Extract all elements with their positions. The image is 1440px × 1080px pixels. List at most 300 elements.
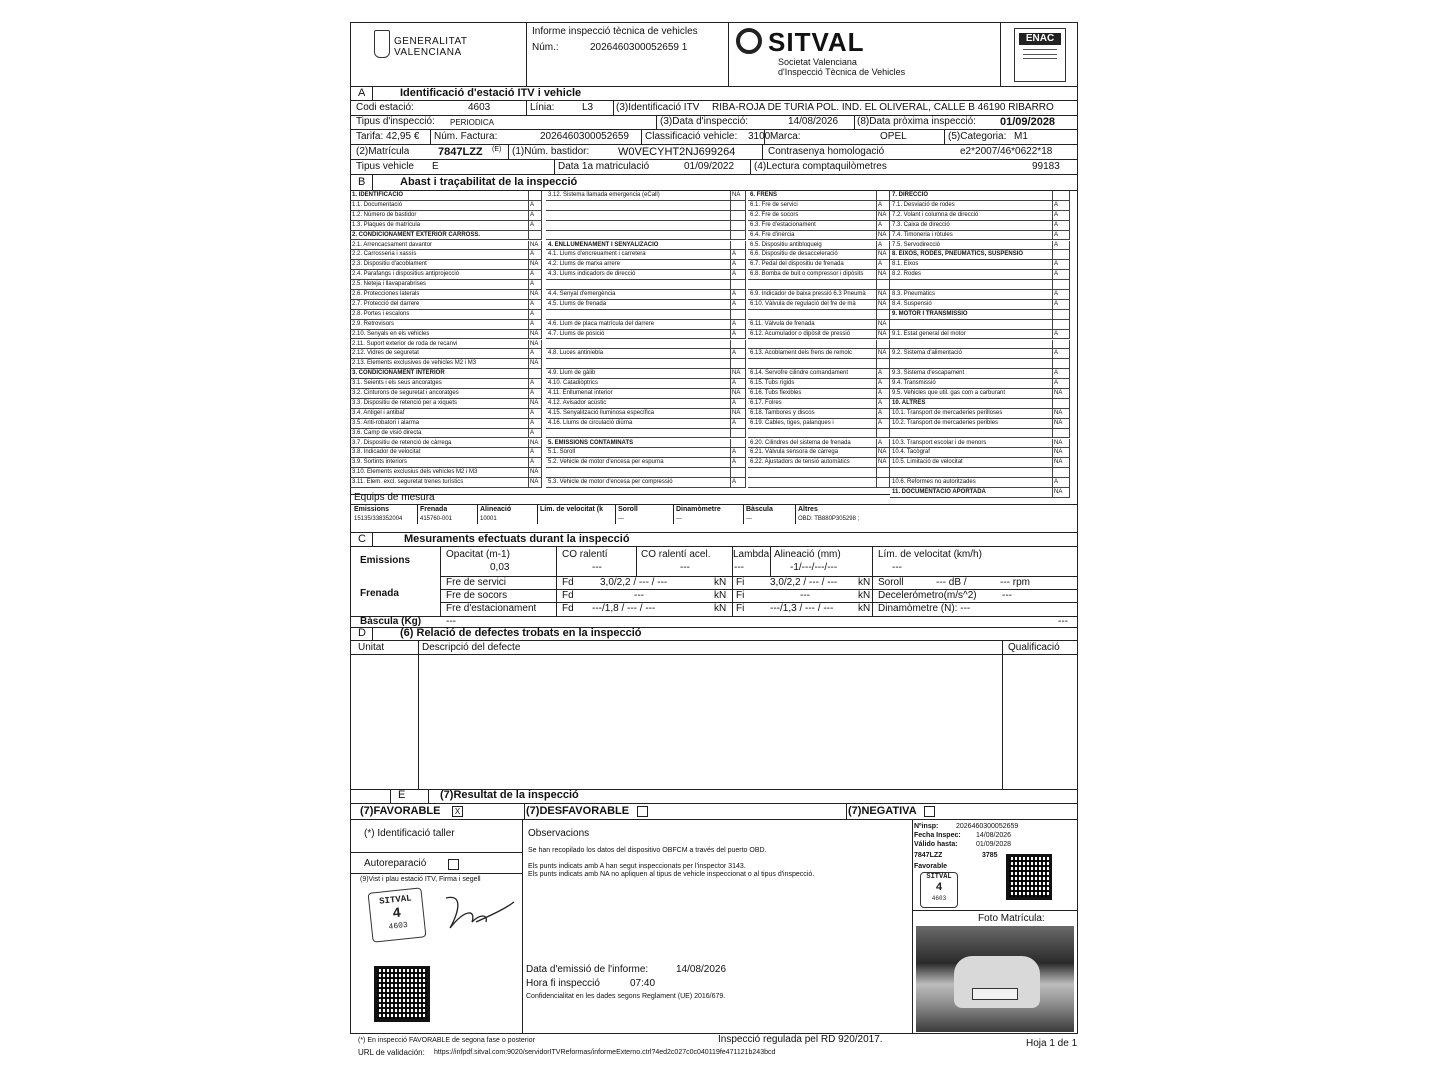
itv-value: RIBA-ROJA DE TÚRIA POL. IND. EL OLIVERAL, CALLE B 46190 RIBARRO <box>712 102 1054 113</box>
foto-label: Foto Matrícula: <box>978 913 1045 924</box>
sticker-favorable: Favorable <box>914 863 948 870</box>
scope-item-result: NA <box>876 250 890 260</box>
sticker-stamp-number: 4 <box>935 882 943 894</box>
scope-item-result: A <box>730 458 746 468</box>
sticker-ninsp-label: Nºinsp: <box>914 823 939 830</box>
scope-item-result: A <box>730 478 746 488</box>
linia-value: L3 <box>582 102 594 113</box>
scope-item-label: 3.1. Seients i els seus ancoratges <box>350 379 528 389</box>
validation-qr-code-icon <box>374 966 430 1022</box>
scope-item-result <box>1052 359 1070 369</box>
scope-item-label <box>546 340 730 350</box>
scope-item-result: NA <box>528 478 542 488</box>
scope-item-result <box>730 211 746 221</box>
socors-label: Fre de socors <box>446 590 508 601</box>
scope-item-result: NA <box>730 389 746 399</box>
report-num-value: 2026460300052659 1 <box>590 42 688 53</box>
scope-item-result: A <box>528 310 542 320</box>
scope-item-result: NA <box>528 241 542 251</box>
linia-label: Línia: <box>530 102 555 113</box>
scope-item-label <box>748 429 876 439</box>
sticker-ninsp: 2026460300052659 <box>956 823 1019 830</box>
scope-item-result: A <box>1052 290 1070 300</box>
scope-item-label: 7.4. Timoneria i ròtules <box>890 231 1052 241</box>
dinamo-label: Dinamòmetre (N): --- <box>878 603 971 614</box>
scope-item-result: NA <box>1052 448 1070 458</box>
scope-item-label: 6.2. Fre de socors <box>748 211 876 221</box>
scope-item-result: NA <box>876 231 890 241</box>
estac-fi-label: Fi <box>736 603 745 614</box>
observacion-1: Se han recopilado los datos del dispositivo OBFCM a través del puerto OBD. <box>528 847 767 854</box>
sticker-stamp <box>920 872 958 908</box>
scope-item-result: NA <box>528 290 542 300</box>
equip-header: Altres <box>798 506 818 513</box>
scope-item-label: 3.10. Elements exclusius dels vehicles M2 i M3 <box>350 468 528 478</box>
stamp-name: SITVAL <box>378 893 413 907</box>
scope-item-result: A <box>528 221 542 231</box>
scope-item-label: 5. EMISSIONS CONTAMINATS <box>546 439 730 449</box>
classif-label: Classificació vehicle: <box>645 131 738 142</box>
scope-item-label: 6.20. Cilindres del sistema de frenada <box>748 439 876 449</box>
scope-item-label: 2.12. Vidres de seguretat <box>350 349 528 359</box>
section-d-title: (6) Relació de defectes trobats en la inspecció <box>400 627 642 639</box>
section-b-letter: B <box>358 176 366 188</box>
scope-item-label <box>890 340 1052 350</box>
scope-item-label: 1.2. Número de bastidor <box>350 211 528 221</box>
scope-item-label: 4.9. Llum de gàlib <box>546 369 730 379</box>
scope-item-result: A <box>528 201 542 211</box>
opacitat-value: 0,03 <box>490 562 510 573</box>
classif-value: 3100 <box>748 131 771 142</box>
equip-value: 15135/338352004 <box>354 516 403 522</box>
socors-fd-value: --- <box>634 590 644 601</box>
scope-item-result <box>730 340 746 350</box>
scope-item-result <box>1052 250 1070 260</box>
alin-label: Alineació (mm) <box>774 549 841 560</box>
scope-item-label: 2.11. Suport exterior de roda de recanvi <box>350 340 528 350</box>
scope-item-result: A <box>730 419 746 429</box>
scope-item-result: A <box>730 260 746 270</box>
observacion-2: Els punts indicats amb A han segut inspeccionats per l'inspector 3143. <box>528 863 746 870</box>
tipusveh-value: E <box>432 161 439 172</box>
scope-item-result: A <box>1052 369 1070 379</box>
scope-item-result: A <box>876 439 890 449</box>
scope-item-result <box>1052 191 1070 201</box>
frenada-label: Frenada <box>360 588 399 599</box>
section-c-title: Mesuraments efectuats durant la inspecció <box>404 533 630 545</box>
scope-item-result: A <box>730 320 746 330</box>
scope-item-label: 1.1. Documentació <box>350 201 528 211</box>
scope-item-label: 3.8. Indicador de velocitat <box>350 448 528 458</box>
scope-item-label: 10.5. Limitació de velocitat <box>890 458 1052 468</box>
scope-item-result: A <box>1052 201 1070 211</box>
socors-fi-unit: kN <box>858 590 871 601</box>
equip-value: OBD: TB880P305298 ; <box>798 516 860 522</box>
scope-item-label: 6.19. Cables, tiges, palanques i <box>748 419 876 429</box>
scope-item-label: 5.1. Soroll <box>546 448 730 458</box>
scope-item-label: 6.18. Tambores y discos <box>748 409 876 419</box>
alin-value: -1/---/---/--- <box>790 562 838 573</box>
scope-item-result: A <box>528 429 542 439</box>
servici-fd-value: 3,0/2,2 / --- / --- <box>600 577 668 588</box>
hora-label: Hora fi inspecció <box>526 978 600 989</box>
sticker-code: 3785 <box>982 852 998 859</box>
itv-sticker <box>914 820 1076 910</box>
scope-item-result: NA <box>528 439 542 449</box>
scope-item-label: 6.21. Vàlvula sensora de càrrega <box>748 448 876 458</box>
codi-label: Codi estació: <box>356 102 414 113</box>
footer-url[interactable]: https://infpdf.sitval.com:9020/servidorITVReformas/informeExterno.ctrl?4ed2c027c0c040119fe471121b243bcd <box>434 1049 776 1056</box>
scope-item-result: A <box>1052 221 1070 231</box>
scope-item-label <box>748 359 876 369</box>
equip-value: 10001 <box>480 516 497 522</box>
homolog-value: e2*2007/46*0622*18 <box>960 146 1053 157</box>
scope-item-result <box>1052 340 1070 350</box>
factura-value: 2026460300052659 <box>540 131 629 142</box>
scope-item-label <box>546 211 730 221</box>
homolog-label: Contrasenya homologació <box>768 146 885 157</box>
data-insp-label: (3)Data d'inspecció: <box>660 116 749 127</box>
equip-value: --- <box>676 516 682 522</box>
categoria-label: (5)Categoria: <box>948 131 1007 142</box>
scope-item-result: NA <box>1052 419 1070 429</box>
scope-item-label: 6.3. Fre d'estacionament <box>748 221 876 231</box>
equip-header: Emissions <box>354 506 390 513</box>
scope-item-result: A <box>1052 349 1070 359</box>
scope-item-label <box>748 310 876 320</box>
scope-item-label: 10.1. Transport de mercaderies perilloses <box>890 409 1052 419</box>
scope-item-result: A <box>730 379 746 389</box>
scope-item-result: A <box>528 458 542 468</box>
scope-item-label: 6.8. Bomba de buit o compressor i dipòsits <box>748 270 876 280</box>
scope-item-result: A <box>876 221 890 231</box>
scope-item-label: 6.16. Tubs flexibles <box>748 389 876 399</box>
scope-item-label: 9.1. Estat general del motor <box>890 330 1052 340</box>
scope-item-label: 4.16. Llums de circulació diürna <box>546 419 730 429</box>
section-e-title: (7)Resultat de la inspecció <box>440 789 579 801</box>
scope-item-label: 9.3. Sistema d'escapament <box>890 369 1052 379</box>
scope-item-label: 4.15. Senyalització lluminosa específica <box>546 409 730 419</box>
bascula-right: --- <box>1058 616 1068 627</box>
data-insp-value: 14/08/2026 <box>788 116 839 127</box>
favorable-checkbox[interactable]: X <box>452 806 463 817</box>
scope-item-result <box>876 310 890 320</box>
scope-item-label: 6. FRENS <box>748 191 876 201</box>
scope-item-result: NA <box>876 320 890 330</box>
generalitat-crest-icon <box>374 30 390 58</box>
scope-item-result: A <box>730 330 746 340</box>
scope-item-label <box>546 359 730 369</box>
scope-item-label: 6.12. Acumulador o dipòsit de pressió <box>748 330 876 340</box>
sticker-valido-label: Válido hasta: <box>914 841 958 848</box>
negativa-checkbox[interactable] <box>924 806 935 817</box>
scope-item-result: NA <box>528 468 542 478</box>
scope-item-result: A <box>876 201 890 211</box>
favorable-label: (7)FAVORABLE <box>360 805 441 817</box>
scope-item-result <box>1052 280 1070 290</box>
scope-item-result: A <box>730 290 746 300</box>
scope-item-result <box>876 340 890 350</box>
scope-item-label: 4.5. Llums de frenada <box>546 300 730 310</box>
scope-item-label: 6.15. Tubs rígids <box>748 379 876 389</box>
car-shape <box>954 956 1040 1008</box>
equip-header: Frenada <box>420 506 448 513</box>
scope-item-result <box>1052 429 1070 439</box>
scope-item-result: A <box>1052 260 1070 270</box>
scope-item-label: 6.7. Pedal del dispositiu de frenada <box>748 260 876 270</box>
scope-item-label: 10.4. Tacògraf <box>890 448 1052 458</box>
limvel-label: Lím. de velocitat (km/h) <box>878 549 982 560</box>
scope-item-label: 4. ENLLUMENAMENT I SENYALIZACIÓ <box>546 241 730 251</box>
scope-item-label: 8. EIXOS, RODES, PNEUMÀTICS, SUSPENSIÓ <box>890 250 1052 260</box>
stamp-code: 4603 <box>388 920 409 932</box>
lambda-value: --- <box>734 562 744 573</box>
scope-item-label <box>546 310 730 320</box>
scope-item-result: A <box>528 379 542 389</box>
scope-item-label: 6.22. Ajustadors de tensió automàtics <box>748 458 876 468</box>
footer-note: (*) En inspecció FAVORABLE de segona fase o posterior <box>358 1037 535 1044</box>
negativa-label: (7)NEGATIVA <box>848 805 917 817</box>
scope-item-result: NA <box>528 359 542 369</box>
scope-item-label: 10.3. Transport escolar i de menors <box>890 439 1052 449</box>
scope-item-label <box>748 478 876 488</box>
scope-item-label: 5.3. Vehicle de motor d'encesa per compressió <box>546 478 730 488</box>
itv-station-stamp <box>368 887 427 942</box>
scope-item-result: A <box>730 250 746 260</box>
scope-item-label: 6.9. Indicador de baixa pressió 6.3 Pneumà <box>748 290 876 300</box>
sticker-valido: 01/09/2028 <box>976 841 1012 848</box>
bastidor-label: (1)Núm. bastidor: <box>512 146 590 157</box>
scope-item-label: 6.13. Acoblament dels frens de remolc <box>748 349 876 359</box>
scope-item-result: A <box>876 260 890 270</box>
scope-item-label: 7.2. Volant i columna de direcció <box>890 211 1052 221</box>
id-taller-label: (*) Identificació taller <box>364 828 455 839</box>
scope-item-label: 3.4. Antigel i antibaf <box>350 409 528 419</box>
plate-photo <box>916 926 1074 1032</box>
sticker-stamp-name: SITVAL <box>926 873 952 881</box>
desfavorable-checkbox[interactable] <box>637 806 648 817</box>
scope-item-result <box>730 221 746 231</box>
scope-item-result: A <box>876 399 890 409</box>
scope-item-result <box>730 280 746 290</box>
scope-item-result: A <box>1052 330 1070 340</box>
scope-item-result: A <box>1052 270 1070 280</box>
limvel-value: --- <box>892 562 902 573</box>
scope-item-label: 7.3. Caixa de direcció <box>890 221 1052 231</box>
scope-item-result <box>730 359 746 369</box>
sitval-sub1: Societat Valenciana <box>778 57 857 67</box>
scope-item-label: 4.7. Llums de posició <box>546 330 730 340</box>
scope-item-label <box>890 320 1052 330</box>
scope-item-result: A <box>876 419 890 429</box>
km-value: 99183 <box>1032 161 1060 172</box>
scope-item-result: NA <box>876 290 890 300</box>
scope-item-label: 3.12. Sistema llamada emergencia (eCall) <box>546 191 730 201</box>
scope-item-result: A <box>1052 211 1070 221</box>
scope-item-result <box>730 468 746 478</box>
co-label: CO ralentí <box>562 549 608 560</box>
scope-item-label: 1.3. Plaques de matrícula <box>350 221 528 231</box>
socors-fi-value: --- <box>800 590 810 601</box>
section-c-letter: C <box>358 533 366 545</box>
footer-url-label: URL de validación: <box>358 1048 425 1057</box>
scope-item-label: 4.11. Enllumenat interior <box>546 389 730 399</box>
scope-item-label: 6.4. Fre d'inèrcia <box>748 231 876 241</box>
scope-item-label: 8.1. Eixos <box>890 260 1052 270</box>
scope-item-label: 8.4. Suspensió <box>890 300 1052 310</box>
lambda-label: Lambda <box>733 549 770 560</box>
sticker-stamp-code: 4603 <box>931 895 947 902</box>
footer-regulada: Inspecció regulada pel RD 920/2017. <box>718 1034 883 1045</box>
socors-fd-unit: kN <box>714 590 727 601</box>
scope-item-result: A <box>1052 231 1070 241</box>
socors-fd-label: Fd <box>562 590 574 601</box>
scope-item-result: A <box>876 241 890 251</box>
inspection-scope-grid <box>350 191 1078 493</box>
scope-item-result: NA <box>730 409 746 419</box>
equip-header: Soroll <box>618 506 638 513</box>
scope-item-result: A <box>528 270 542 280</box>
scope-item-label: 6.1. Fre de servici <box>748 201 876 211</box>
scope-item-result: NA <box>1052 389 1070 399</box>
scope-item-result: A <box>730 448 746 458</box>
sticker-fecha: 14/08/2026 <box>976 832 1012 839</box>
scope-item-result <box>528 191 542 201</box>
scope-item-label: 4.10. Catadiòptrics <box>546 379 730 389</box>
scope-item-label: 9.5. Vehicles que util. gas com a carburant <box>890 389 1052 399</box>
scope-item-label: 3.7. Dispositiu de retenció de càrrega <box>350 439 528 449</box>
scope-item-label: 2.6. Protecciones laterals <box>350 290 528 300</box>
scope-item-result: A <box>730 349 746 359</box>
scope-item-label <box>748 280 876 290</box>
scope-item-result: A <box>1052 241 1070 251</box>
enac-logo <box>1014 28 1066 82</box>
scope-item-label: 3.5. Anti-robatori i alarma <box>350 419 528 429</box>
scope-item-result <box>1052 399 1070 409</box>
scope-item-result: A <box>876 389 890 399</box>
matricula-superscript: (E) <box>492 146 502 153</box>
autoreparacio-checkbox[interactable] <box>448 859 459 870</box>
data1a-value: 01/09/2022 <box>684 161 735 172</box>
bascula-label: Bàscula (Kg) <box>360 616 422 627</box>
col-qualificacio: Qualificació <box>1008 642 1060 653</box>
scope-item-label: 4.3. Llums indicadors de direcció <box>546 270 730 280</box>
scope-item-result <box>730 439 746 449</box>
scope-item-result <box>876 429 890 439</box>
sticker-fecha-label: Fecha Inspec: <box>914 832 961 839</box>
equips-title: Equips de mesura <box>354 492 435 503</box>
scope-item-result: NA <box>730 369 746 379</box>
scope-item-label <box>890 280 1052 290</box>
scope-item-result: A <box>528 250 542 260</box>
estac-fd-label: Fd <box>562 603 574 614</box>
autoreparacio-label: Autoreparació <box>364 858 427 869</box>
data-emissio-label: Data d'emissió de l'informe: <box>526 964 649 975</box>
scope-item-label <box>546 429 730 439</box>
scope-item-label: 3.2. Cinturons de seguretat i ancoratges <box>350 389 528 399</box>
soroll-rpm: --- rpm <box>1000 577 1030 588</box>
scope-item-result: A <box>528 300 542 310</box>
scope-item-label: 2.1. Arrencacsament davantor <box>350 241 528 251</box>
vist-i-plau-label: (9)Vist i plau estació ITV, Firma i segell <box>360 876 481 883</box>
scope-item-result <box>528 231 542 241</box>
estac-fd-value: ---/1,8 / --- / --- <box>592 603 656 614</box>
report-num-label: Núm.: <box>532 42 559 53</box>
scope-item-result <box>876 359 890 369</box>
scope-item-result <box>1052 310 1070 320</box>
scope-item-result: NA <box>876 448 890 458</box>
tipus-label: Tipus d'inspecció: <box>356 116 435 127</box>
generalitat-line2: VALENCIANA <box>394 47 462 58</box>
scope-item-label: 4.4. Senyal d'emergència <box>546 290 730 300</box>
scope-item-result: NA <box>528 330 542 340</box>
equip-header: Dinamòmetre <box>676 506 721 513</box>
scope-item-label: 6.14. Servofre cilindre comandament <box>748 369 876 379</box>
sitval-sub2: d'Inspecció Tècnica de Vehicles <box>778 67 906 77</box>
scope-item-result: NA <box>1052 409 1070 419</box>
desfavorable-label: (7)DESFAVORABLE <box>526 805 630 817</box>
scope-item-label: 4.8. Luces antiniebla <box>546 349 730 359</box>
scope-item-result: NA <box>876 458 890 468</box>
hora-value: 07:40 <box>630 978 656 989</box>
sitval-logo-icon <box>736 28 762 54</box>
scope-item-label: 9.4. Transmissió <box>890 379 1052 389</box>
data-emissio-value: 14/08/2026 <box>676 964 727 975</box>
report-title: Informe inspecció tècnica de vehicles <box>532 26 698 37</box>
scope-item-label: 1. IDENTIFICACIÓ <box>350 191 528 201</box>
scope-item-label: 2.7. Protecció del darrere <box>350 300 528 310</box>
scope-item-label: 4.12. Avisador acústic <box>546 399 730 409</box>
section-d-letter: D <box>358 627 366 639</box>
scope-item-label: 3.6. Camp de visió directa <box>350 429 528 439</box>
bascula-value: --- <box>446 616 456 627</box>
scope-item-label <box>890 468 1052 478</box>
scope-item-label: 11. DOCUMENTACIÓ APORTADA <box>890 488 1052 498</box>
scope-item-result <box>730 201 746 211</box>
scope-item-label: 3.9. Sortints interiors <box>350 458 528 468</box>
scope-item-label <box>546 231 730 241</box>
emissions-label: Emissions <box>360 555 411 566</box>
scope-item-label <box>546 468 730 478</box>
scope-item-label <box>748 468 876 478</box>
scope-item-result <box>876 478 890 488</box>
scope-item-result: A <box>528 448 542 458</box>
scope-item-label: 6.5. Dispositiu antibloqueig <box>748 241 876 251</box>
itv-label: (3)Identificació ITV <box>616 102 700 113</box>
scope-item-result: A <box>730 270 746 280</box>
estac-fd-unit: kN <box>714 603 727 614</box>
scope-item-label: 4.6. Llum de placa matrícula del darrere <box>546 320 730 330</box>
scope-item-label: 10. ALTRES <box>890 399 1052 409</box>
sticker-plate: 7847LZZ <box>914 852 943 859</box>
scope-item-result: NA <box>876 330 890 340</box>
servici-fi-label: Fi <box>736 577 745 588</box>
soroll-db: --- dB / <box>936 577 967 588</box>
equip-header: Alineació <box>480 506 512 513</box>
scope-item-result: A <box>528 419 542 429</box>
scope-item-result: NA <box>876 270 890 280</box>
col-descripcio: Descripció del defecte <box>422 642 521 653</box>
scope-item-label: 2.5. Neteja i llavaparabrises <box>350 280 528 290</box>
scope-item-label: 2. CONDICIONAMENT EXTERIOR CARROSS. <box>350 231 528 241</box>
marca-label: Marca: <box>770 131 801 142</box>
decel-label: Decelerómetro(m/s^2) <box>878 590 977 601</box>
scope-item-label <box>890 359 1052 369</box>
equip-value: 415760-001 <box>420 516 453 522</box>
co-value: --- <box>592 562 602 573</box>
measuring-equipment <box>350 504 1078 532</box>
scope-item-label <box>546 280 730 290</box>
